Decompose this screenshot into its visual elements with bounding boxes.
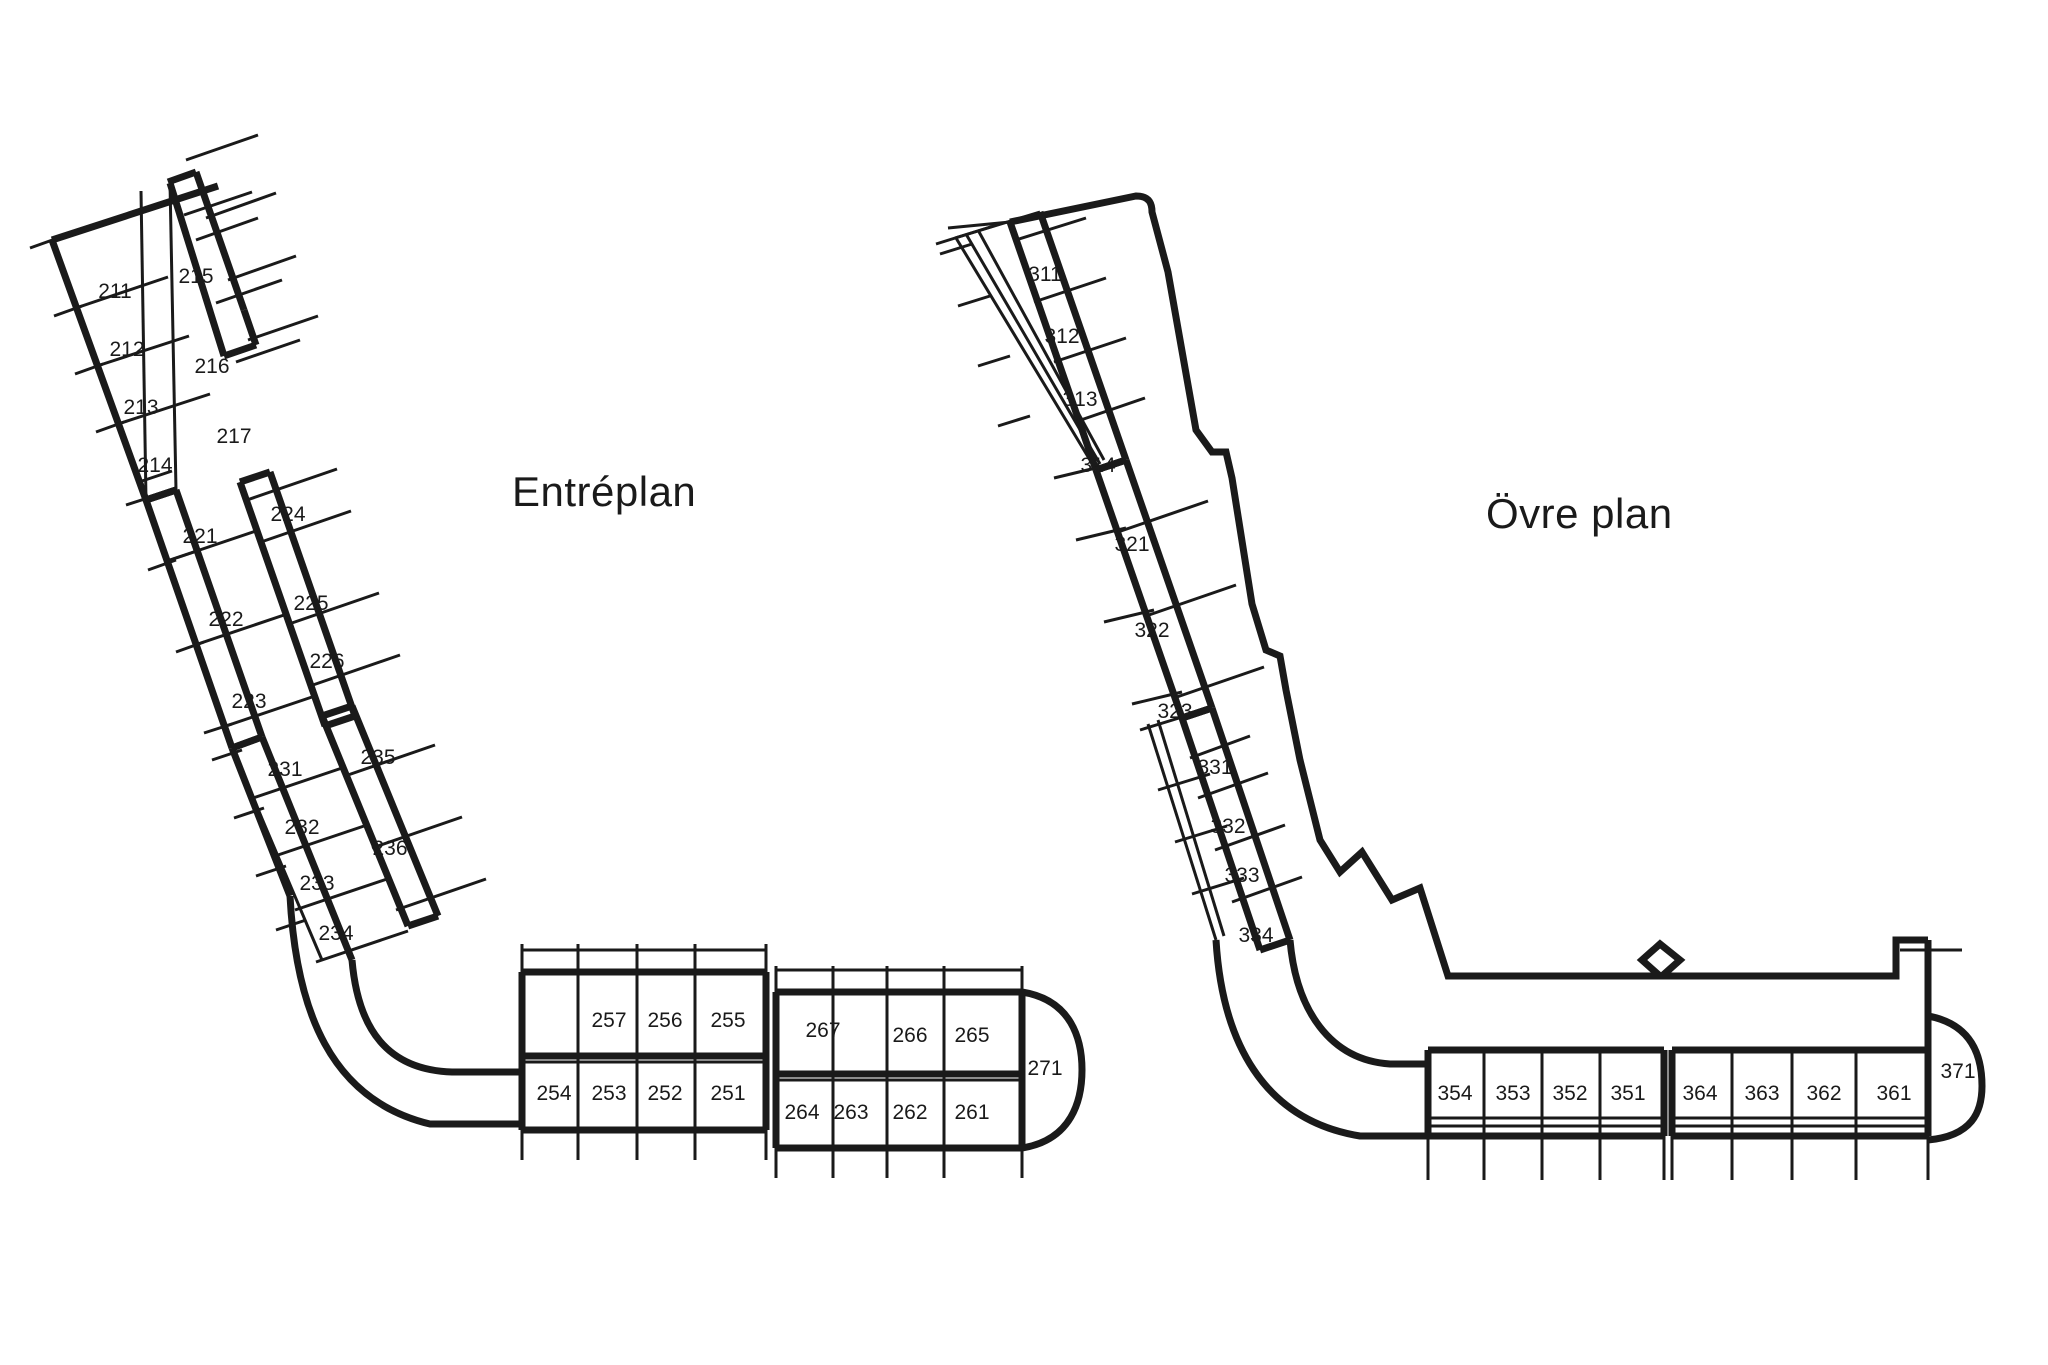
room-label-312: 312 (1044, 325, 1080, 348)
plan-title-entreplan: Entréplan (512, 468, 697, 515)
room-label-263: 263 (833, 1101, 869, 1124)
room-label-332: 332 (1210, 815, 1246, 838)
room-label-256: 256 (647, 1009, 683, 1032)
room-label-314: 314 (1080, 454, 1116, 477)
ovreplan-group (936, 196, 1982, 1180)
room-label-351: 351 (1610, 1082, 1646, 1105)
room-label-354: 354 (1437, 1082, 1473, 1105)
room-label-251: 251 (710, 1082, 746, 1105)
room-label-226: 226 (309, 650, 345, 673)
room-label-257: 257 (591, 1009, 627, 1032)
room-label-234: 234 (318, 922, 354, 945)
room-label-235: 235 (360, 746, 396, 769)
room-label-212: 212 (109, 338, 145, 361)
room-label-333: 333 (1224, 864, 1260, 887)
room-label-267: 267 (805, 1019, 841, 1042)
room-label-261: 261 (954, 1101, 990, 1124)
room-label-214: 214 (137, 454, 173, 477)
room-label-322: 322 (1134, 619, 1170, 642)
room-label-254: 254 (536, 1082, 572, 1105)
room-label-231: 231 (267, 758, 303, 781)
room-label-236: 236 (372, 837, 408, 860)
room-label-221: 221 (182, 525, 218, 548)
room-label-371: 371 (1940, 1060, 1976, 1083)
room-label-223: 223 (231, 690, 267, 713)
room-label-313: 313 (1062, 388, 1098, 411)
room-label-233: 233 (299, 872, 335, 895)
room-label-311: 311 (1028, 263, 1062, 286)
room-label-253: 253 (591, 1082, 627, 1105)
room-label-255: 255 (710, 1009, 746, 1032)
room-label-353: 353 (1495, 1082, 1531, 1105)
room-label-264: 264 (784, 1101, 820, 1124)
room-label-271: 271 (1027, 1057, 1063, 1080)
room-label-213: 213 (123, 396, 159, 419)
room-label-362: 362 (1806, 1082, 1842, 1105)
room-label-215: 215 (178, 265, 214, 288)
room-label-331: 331 (1197, 756, 1233, 779)
room-label-216: 216 (194, 355, 230, 378)
plan-title-ovreplan: Övre plan (1486, 490, 1673, 537)
room-label-252: 252 (647, 1082, 683, 1105)
entreplan-group (30, 135, 1082, 1178)
room-label-262: 262 (892, 1101, 928, 1124)
room-label-364: 364 (1682, 1082, 1718, 1105)
room-label-225: 225 (293, 592, 329, 615)
room-label-352: 352 (1552, 1082, 1588, 1105)
room-label-217: 217 (216, 425, 252, 448)
room-label-232: 232 (284, 816, 320, 839)
room-label-321: 321 (1114, 533, 1150, 556)
room-label-363: 363 (1744, 1082, 1780, 1105)
room-label-224: 224 (270, 503, 306, 526)
room-label-266: 266 (892, 1024, 928, 1047)
room-label-211: 211 (98, 280, 132, 303)
room-label-361: 361 (1876, 1082, 1912, 1105)
room-label-334: 334 (1238, 924, 1274, 947)
room-label-323: 323 (1157, 700, 1193, 723)
room-label-265: 265 (954, 1024, 990, 1047)
room-label-222: 222 (208, 608, 244, 631)
